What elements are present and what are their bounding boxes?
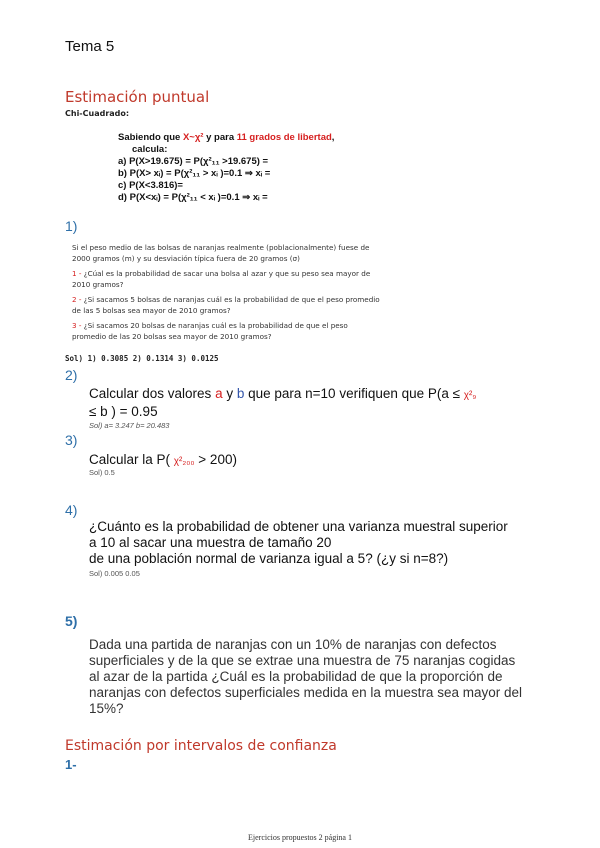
chi-variable: X~χ² <box>182 132 204 143</box>
chi-square-9: χ²₉ <box>463 390 477 401</box>
formula-item-b: b) P(X> xᵢ) = P(χ²₁₁ > xᵢ )=0.1 ⇒ xᵢ = <box>118 168 271 179</box>
exercise-4-solution: Sol) 0.005 0.05 <box>89 569 140 578</box>
subheading-chi-cuadrado: Chi-Cuadrado: <box>65 109 130 118</box>
exercise-1-question-2: 2 - ¿Si sacamos 5 bolsas de naranjas cuál es la probabilidad de que el peso promedio de las 5 bolsas sea mayor de 2010 gramos? <box>72 295 380 315</box>
variable-a: a <box>215 386 223 401</box>
exercise-1-question-1: 1 - ¿Cúal es la probabilidad de sacar una bolsa al azar y que su peso sea mayor de 2010 gramos? <box>72 269 371 289</box>
formula-line-1: Sabiendo que X~χ² y para 11 grados de libertad, <box>118 132 335 143</box>
exercise-3-number: 3) <box>65 432 78 448</box>
formula-item-c: c) P(X<3.816)= <box>118 180 183 191</box>
exercise-5-text: Dada una partida de naranjas con un 10% de naranjas con defectos superficiales y de la que se extrae una muestra de 75 naranjas cogidas al azar de la partida ¿Cuál es la probabilidad de que la proporción de naranjas con defectos superficiales medida en la muestra sea mayor del 15%? <box>89 637 522 716</box>
section-heading-estimacion-puntual: Estimación puntual <box>65 88 210 106</box>
exercise-1-body <box>72 242 382 346</box>
page-footer: Ejercicios propuestos 2 página 1 <box>248 833 352 842</box>
page-title: Tema 5 <box>65 38 115 55</box>
formula-item-d: d) P(X<xᵢ) = P(χ²₁₁ < xᵢ )=0.1 ⇒ xᵢ = <box>118 192 268 203</box>
formula-item-a: a) P(X>19.675) = P(χ²₁₁ >19.675) = <box>118 156 269 167</box>
degrees-of-freedom: 11 grados de libertad <box>236 132 332 143</box>
exercise-1-intro: Si el peso medio de las bolsas de naranjas realmente (poblacionalmente) fuese de 2000 gramos (m) y su desviación típica fuera de 20 gramos (σ) <box>72 243 370 263</box>
exercise-5-number: 5) <box>65 613 78 629</box>
variable-b: b <box>236 386 245 401</box>
exercise-2-text: Calcular dos valores a y b que para n=10 verifiquen que P(a ≤ χ²₉ ≤ b ) = 0.95 <box>89 386 477 419</box>
exercise-2-number: 2) <box>65 367 78 383</box>
exercise-4-text: ¿Cuánto es la probabilidad de obtener una varianza muestral superior a 10 al sacar una muestra de tamaño 20 de una población normal de varianza igual a 5? (¿y si n=8?) <box>89 519 508 566</box>
exercise-3-solution: Sol) 0.5 <box>89 468 115 477</box>
chi-square-formula-block <box>118 132 334 204</box>
exercise-3-text: Calcular la P( χ²₂₀₀ > 200) <box>89 452 237 467</box>
exercise-2-solution: Sol) a= 3.247 b= 20.483 <box>89 421 170 430</box>
formula-line-2: calcula: <box>132 144 168 155</box>
section-2-item-1: 1- <box>65 757 77 772</box>
exercise-4-number: 4) <box>65 502 78 518</box>
chi-square-200: χ²₂₀₀ <box>173 456 195 467</box>
exercise-1-question-3: 3 - ¿Si sacamos 20 bolsas de naranjas cuál es la probabilidad de que el peso promedio de las 20 bolsas sea mayor de 2010 gramos? <box>72 321 348 341</box>
exercise-1-solution: Sol) 1) 0.3085 2) 0.1314 3) 0.0125 <box>65 354 219 363</box>
section-heading-intervalos: Estimación por intervalos de confianza <box>65 738 337 754</box>
exercise-1-number: 1) <box>65 218 78 234</box>
